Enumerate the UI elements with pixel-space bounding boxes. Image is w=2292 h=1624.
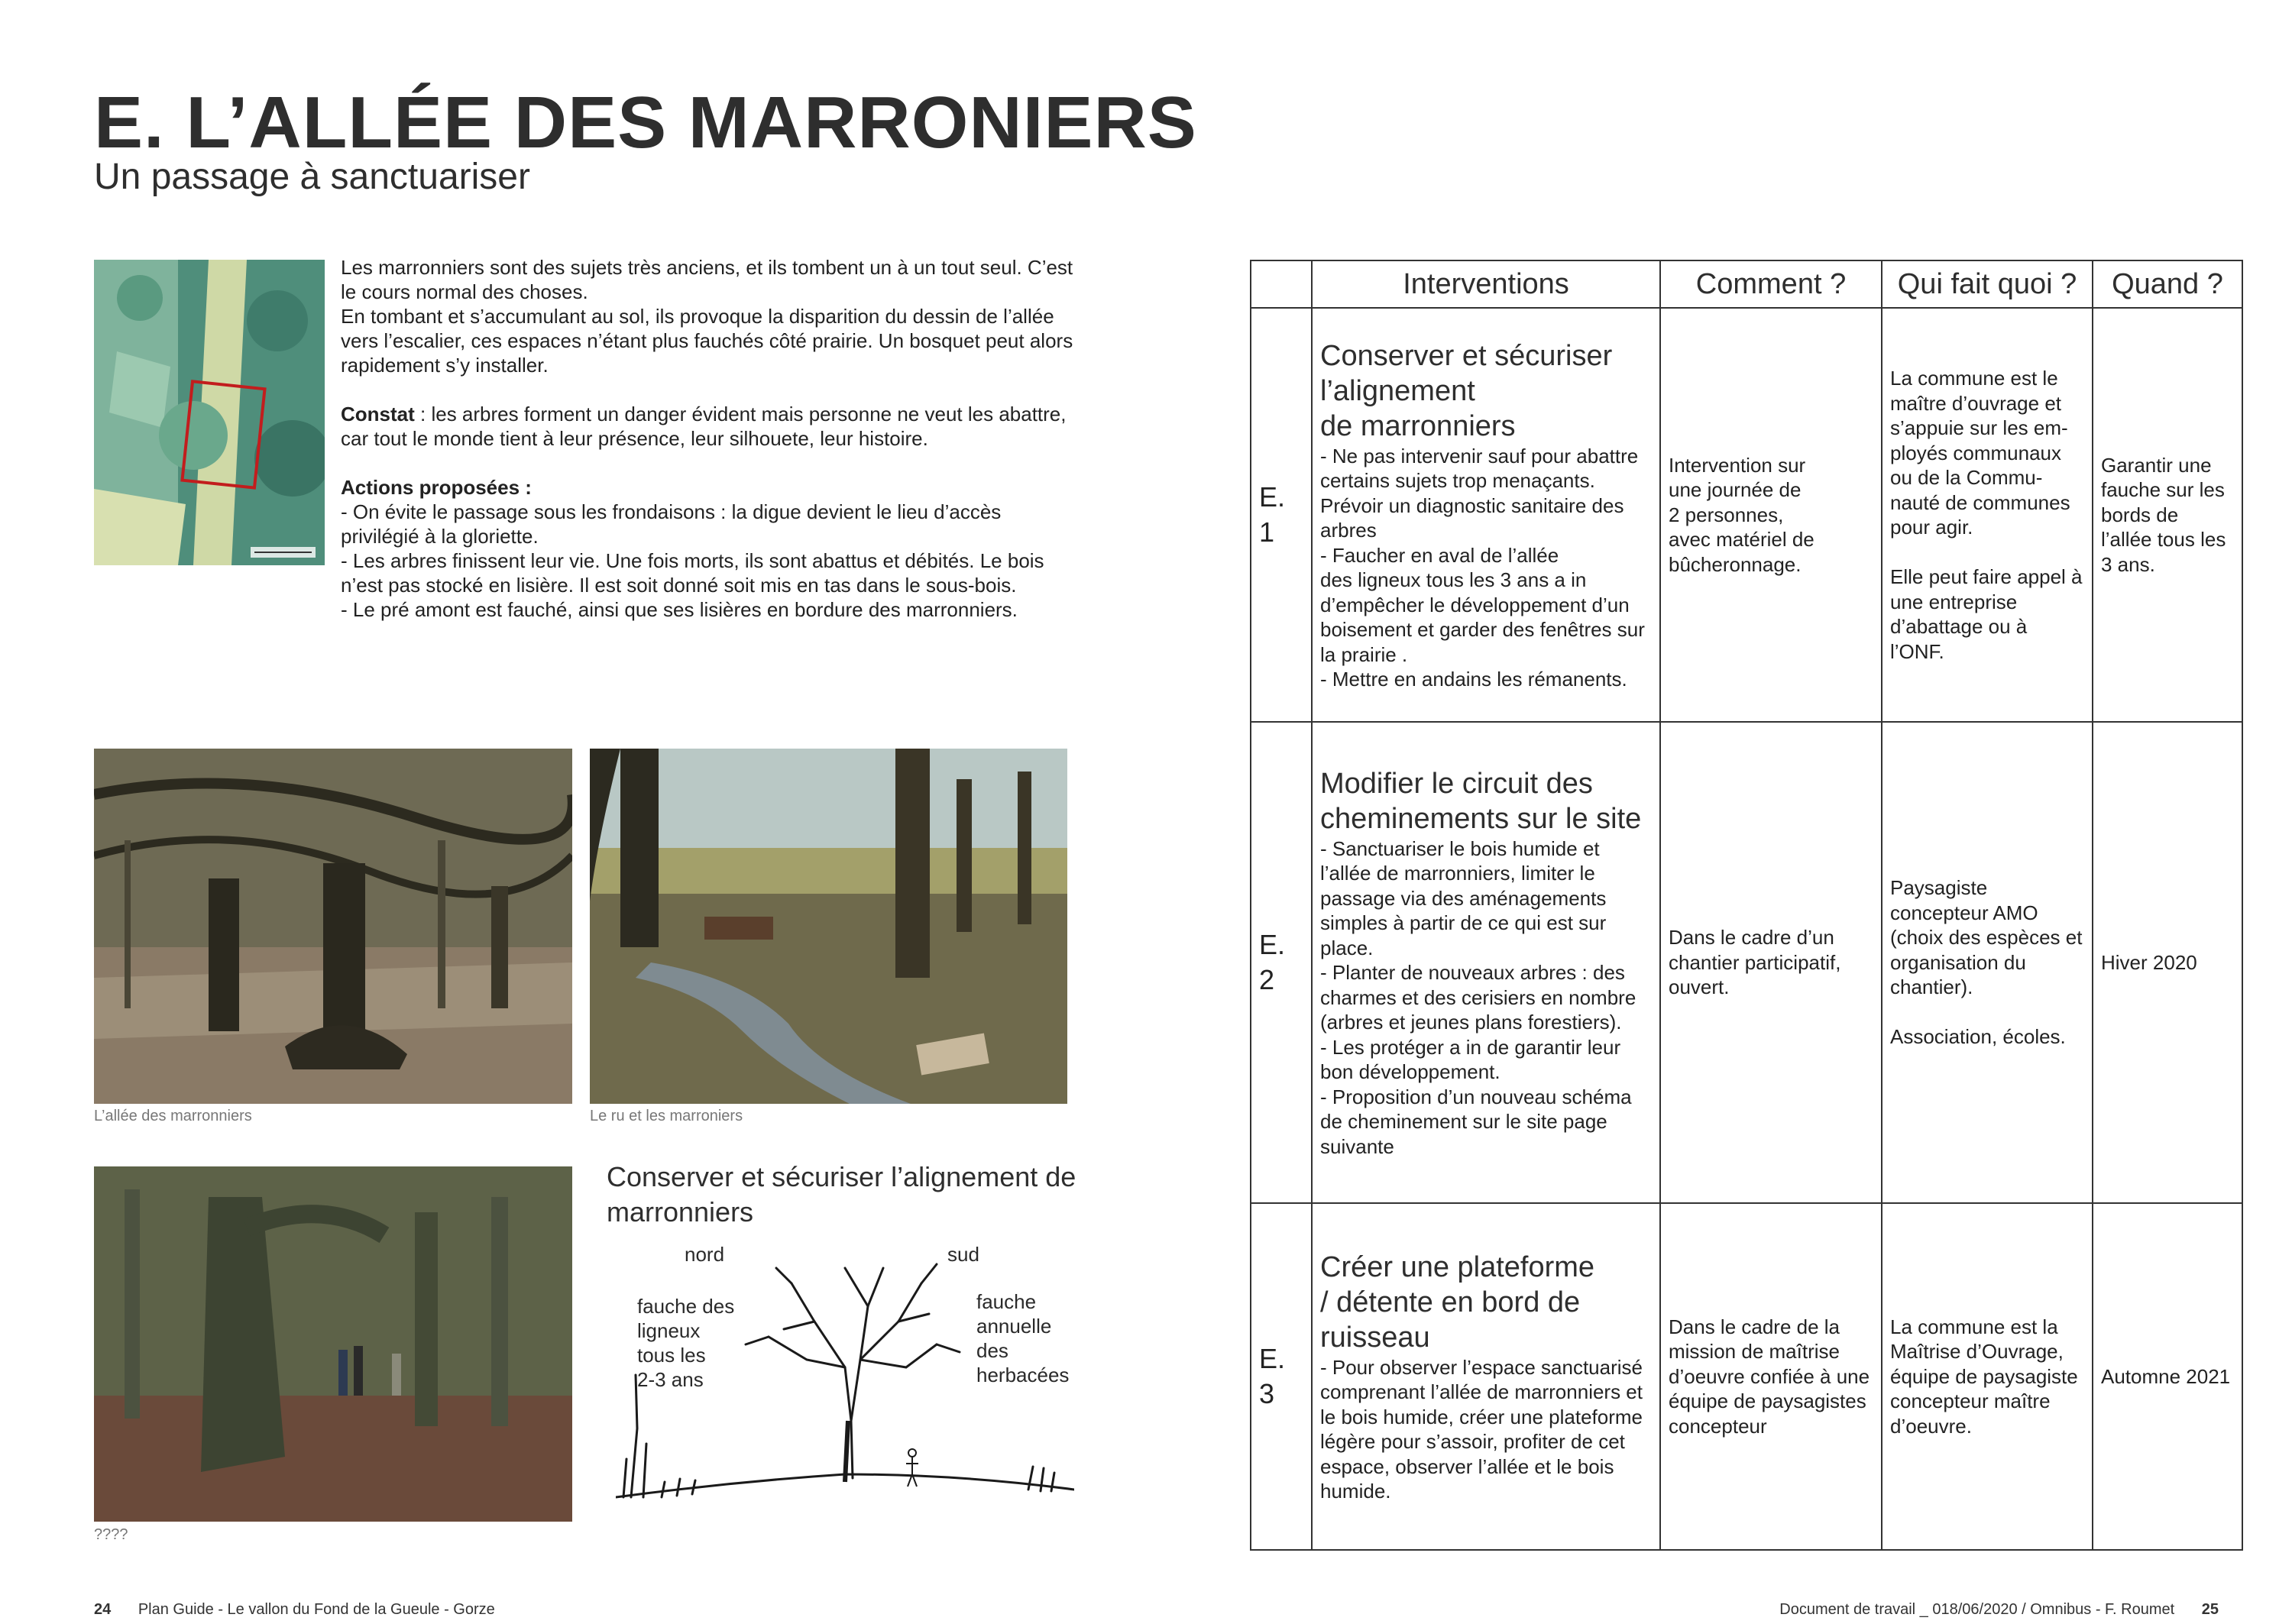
footer-right — [1779, 1601, 2219, 1619]
column-header: Comment ? — [1660, 260, 1882, 308]
photo-promeneurs-marronniers — [94, 1166, 572, 1522]
page-title: E. L’ALLÉE DES MARRONIERS — [94, 82, 1197, 163]
intervention-description: - Sanctuariser le bois humide et l’allée de marronniers, limiter le passage via des aménagements simples à partir de ce qui est sur place. - Planter de nouveaux arbres : des charmes et des cerisiers en nombre (arbres et jeunes plans forestiers). - Les protéger a in de garantir leur bon développement. - Proposition d’un nouveau schéma de cheminement sur le site page suivante — [1320, 836, 1636, 1158]
table-row — [1251, 308, 2242, 722]
diagram-note-left: fauche des ligneux tous les 2-3 ans — [637, 1295, 735, 1391]
when-cell: Garantir une fauche sur les bords de l’allée tous les 3 ans. — [2093, 308, 2242, 722]
photo-caption: Le ru et les marroniers — [590, 1108, 743, 1124]
page-number-left: 24 — [94, 1601, 112, 1618]
intervention-cell — [1312, 722, 1660, 1203]
intervention-description: - Ne pas intervenir sauf pour abattre certains sujets trop menaçants. Prévoir un diagnostic sanitaire des arbres - Faucher en aval de l’allée des ligneux tous les 3 ans a in d’empêcher le développement d’un boisement et garder des fenêtres sur la prairie . - Mettre en andains les rémanents. — [1320, 444, 1645, 691]
column-header: Qui fait quoi ? — [1882, 260, 2093, 308]
action-item: - Les arbres finissent leur vie. Une fois morts, ils sont abattus et débités. Le bois n’est pas stocké en lisière. Il est soit donné soit mis en tas dans le sous-bois. — [341, 549, 1044, 597]
row-code: E. 3 — [1251, 1203, 1312, 1550]
intro-paragraph: Les marronniers sont des sujets très anciens, et ils tombent un à un tout seul. C’est le cours normal des choses. En tombant et s’accumulant au sol, ils provoque la disparition du dessin de l’allée vers l’escalier, ces espaces n’étant plus fauchés côté prairie. Un bosquet peut alors rapidement s’y installer. — [341, 256, 1073, 377]
photo-ru-marronniers — [590, 749, 1067, 1104]
site-map-image — [94, 260, 325, 565]
actions-heading: Actions proposées : — [341, 476, 532, 499]
page-number-right: 25 — [2201, 1601, 2219, 1618]
comment-cell: Dans le cadre de la mission de maîtrise d’oeuvre confiée à une équipe de paysagistes concepteur — [1660, 1203, 1882, 1550]
constat-text: : les arbres forment un danger évident mais personne ne veut les abattre, car tout le monde tient à leur présence, leur silhouete, leur histoire. — [341, 403, 1067, 450]
table-row — [1251, 722, 2242, 1203]
page-subtitle: Un passage à sanctuariser — [94, 157, 530, 197]
comment-cell: Dans le cadre d’un chantier participatif, ouvert. — [1660, 722, 1882, 1203]
constat-paragraph — [341, 402, 1074, 451]
intervention-title: Créer une plateforme / détente en bord de ruisseau — [1320, 1250, 1595, 1354]
row-code: E. 2 — [1251, 722, 1312, 1203]
diagram-title: Conserver et sécuriser l’alignement de marronniers — [607, 1161, 1076, 1228]
table-header-row — [1251, 260, 2242, 308]
diagram-note-right: fauche annuelle des herbacées — [976, 1290, 1070, 1386]
intervention-cell — [1312, 1203, 1660, 1550]
tree-cross-section-drawing — [616, 1253, 1074, 1512]
when-cell: Hiver 2020 — [2093, 722, 2242, 1203]
table-row — [1251, 1203, 2242, 1550]
photo-allee-marronniers — [94, 749, 572, 1104]
photo-caption: ???? — [94, 1526, 128, 1543]
interventions-table — [1250, 260, 2243, 1551]
when-cell: Automne 2021 — [2093, 1203, 2242, 1550]
footer-right-text: Document de travail _ 018/06/2020 / Omnibus - F. Roumet — [1779, 1601, 2175, 1618]
constat-label: Constat — [341, 403, 415, 425]
diagram-label-nord: nord — [685, 1243, 725, 1266]
column-header: Interventions — [1312, 260, 1660, 308]
diagram-label-sud: sud — [947, 1243, 979, 1266]
row-code: E. 1 — [1251, 308, 1312, 722]
who-cell: Paysagiste concepteur AMO (choix des espèces et organisation du chantier). Association, écoles. — [1882, 722, 2093, 1203]
intervention-description: - Pour observer l’espace sanctuarisé comprenant l’allée de marronniers et le bois humide, créer une plateforme légère pour s’assoir, profiter de cet espace, observer l’allée et le bois humide. — [1320, 1355, 1643, 1503]
comment-cell: Intervention sur une journée de 2 personnes, avec matériel de bûcheronnage. — [1660, 308, 1882, 722]
intervention-cell — [1312, 308, 1660, 722]
intro-text — [341, 255, 1074, 622]
intervention-title: Modifier le circuit des cheminements sur le site — [1320, 767, 1642, 835]
footer-left — [94, 1601, 495, 1619]
action-item: - On évite le passage sous les frondaisons : la digue devient le lieu d’accès privilégié à la gloriette. — [341, 500, 1002, 548]
footer-left-text: Plan Guide - Le vallon du Fond de la Gueule - Gorze — [138, 1601, 495, 1618]
action-item: - Le pré amont est fauché, ainsi que ses lisières en bordure des marronniers. — [341, 598, 1018, 621]
who-cell: La commune est la Maîtrise d’Ouvrage, équipe de paysagiste concepteur maître d’oeuvre. — [1882, 1203, 2093, 1550]
photo-caption: L’allée des marronniers — [94, 1108, 252, 1124]
who-cell: La commune est le maître d’ouvrage et s’appuie sur les em-ployés communaux ou de la Commu-nauté de communes pour agir. Elle peut faire appel à une entreprise d’abattage ou à l’ONF. — [1882, 308, 2093, 722]
column-header — [1251, 260, 1312, 308]
column-header: Quand ? — [2093, 260, 2242, 308]
intervention-title: Conserver et sécuriser l’alignement de marronniers — [1320, 339, 1613, 442]
